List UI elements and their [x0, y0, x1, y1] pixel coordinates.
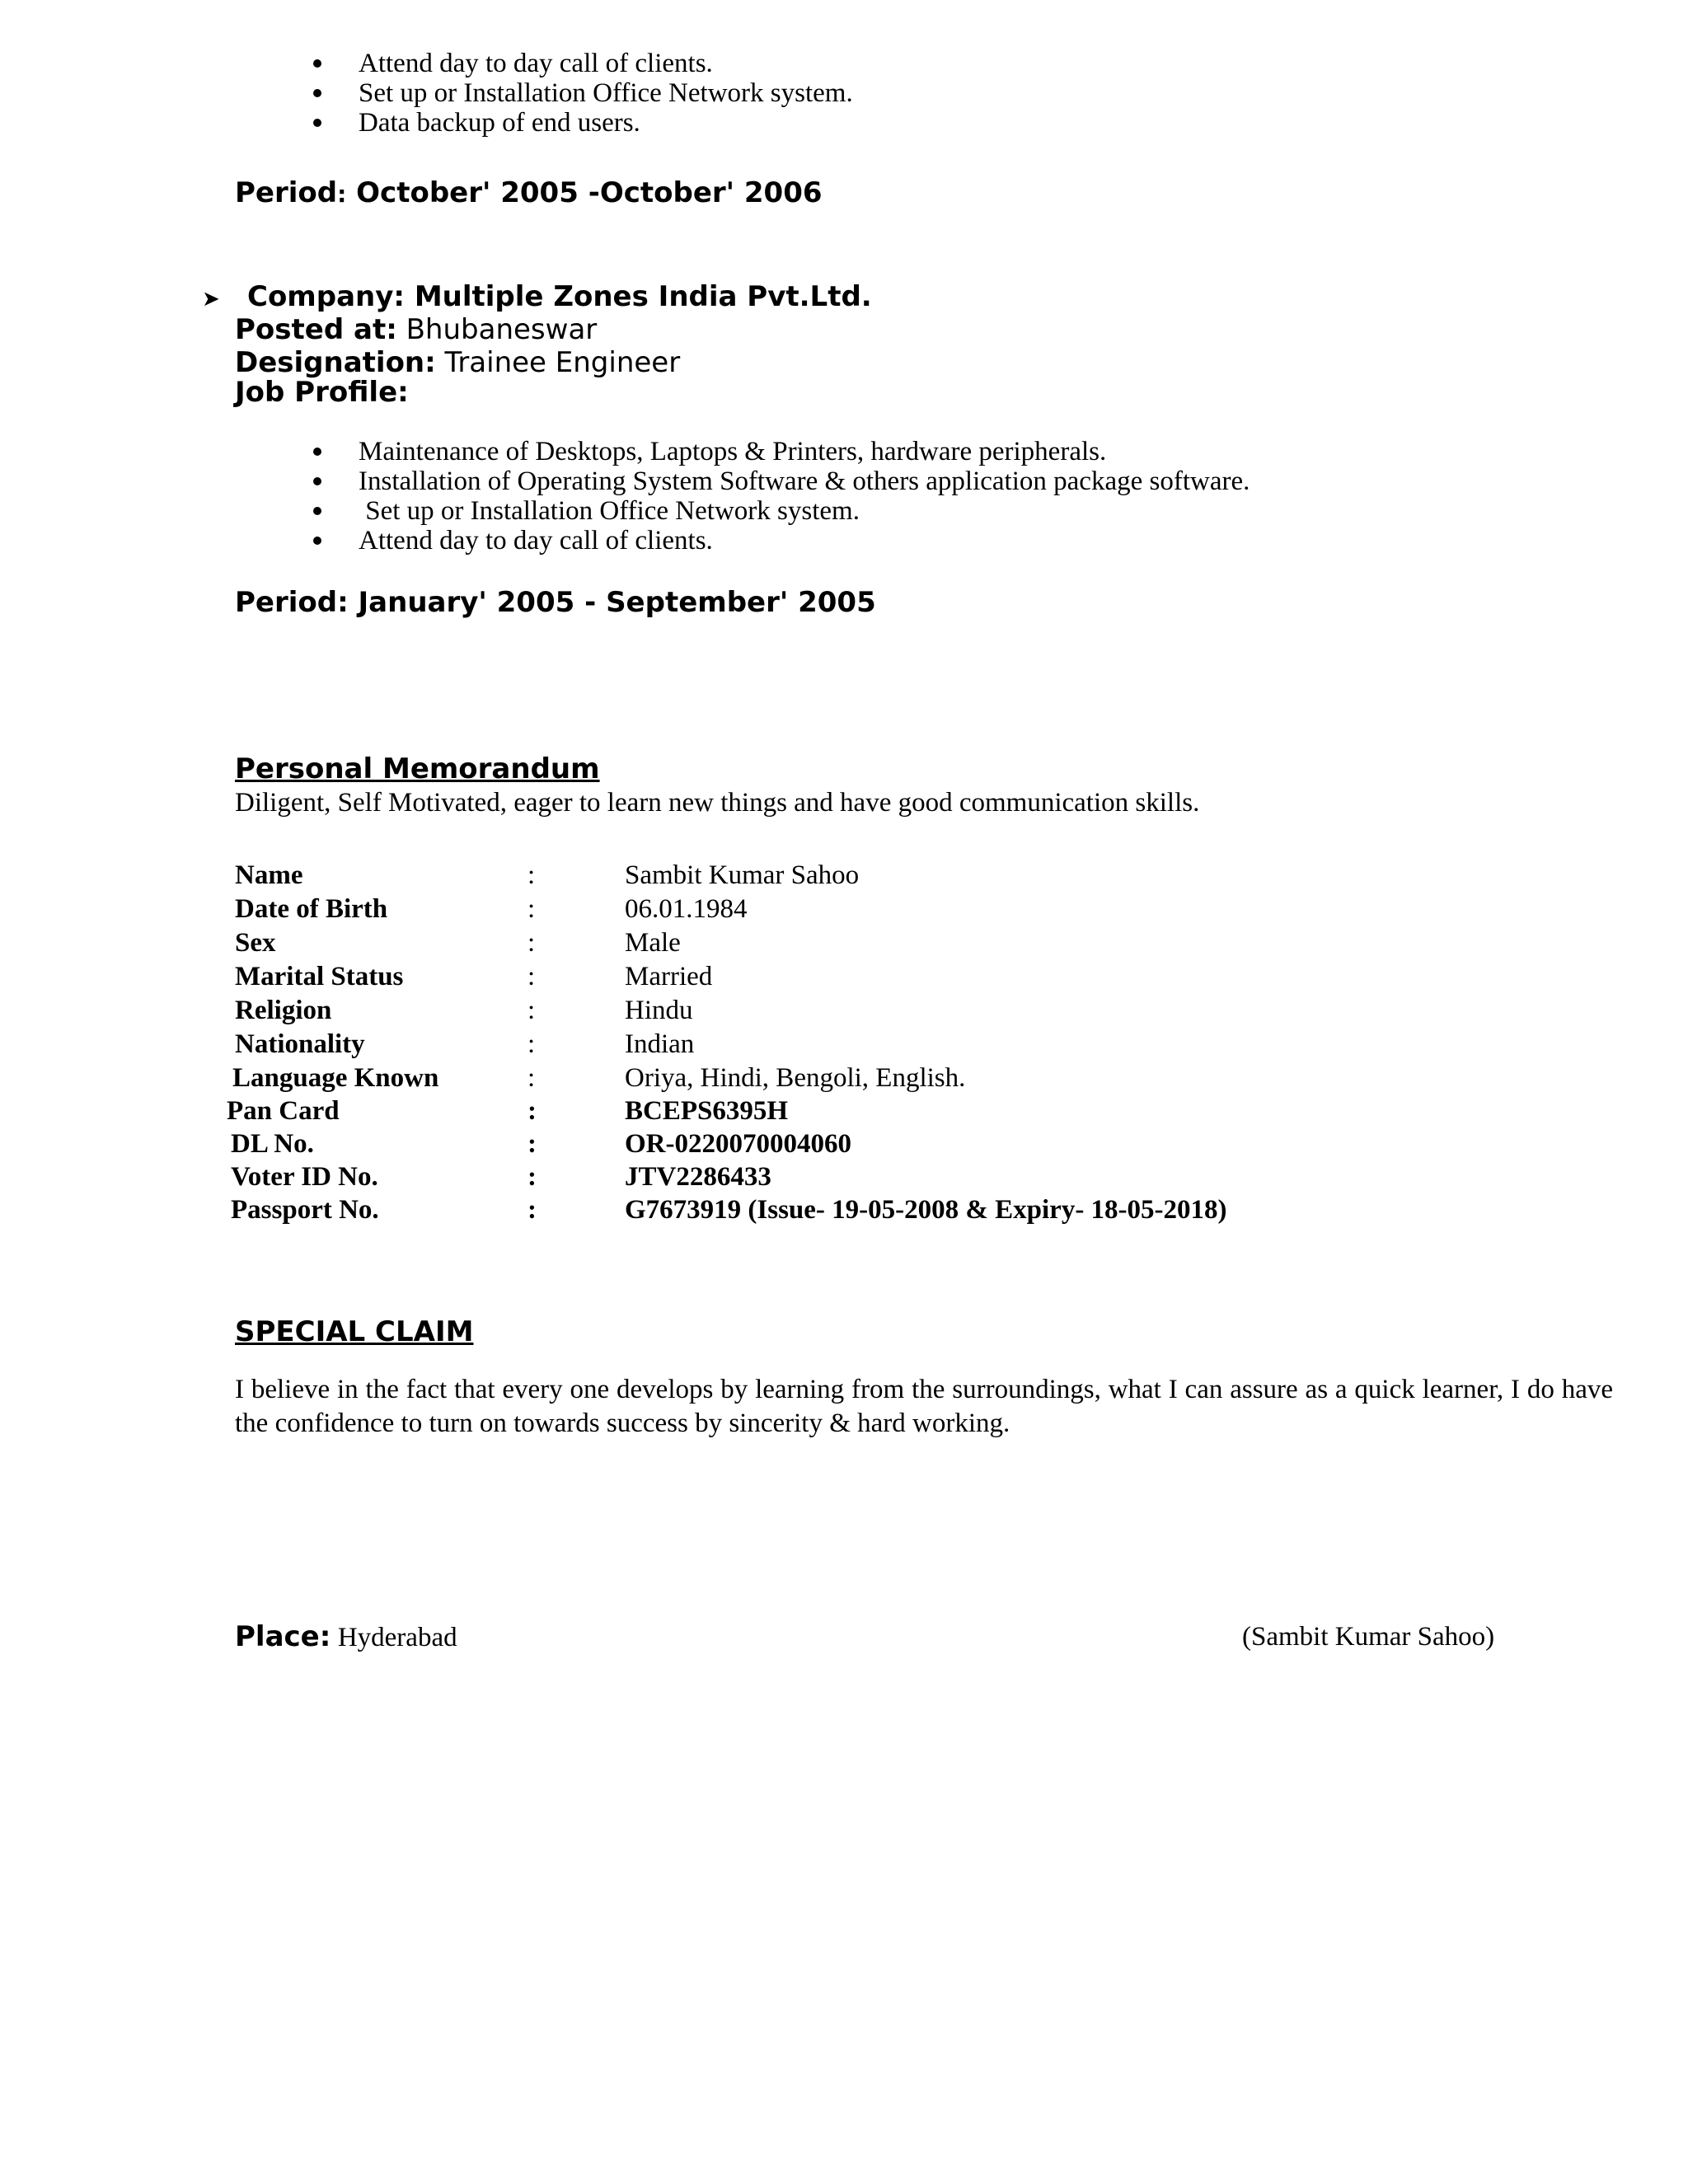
row-colon: :: [528, 1129, 537, 1159]
signature: (Sambit Kumar Sahoo): [1242, 1622, 1495, 1652]
list-item: Set up or Installation Office Network system.: [313, 78, 853, 108]
row-value: Sambit Kumar Sahoo: [625, 860, 860, 890]
list-item: Attend day to day call of clients.: [313, 526, 1250, 555]
row-colon: :: [528, 996, 536, 1025]
row-value: G7673919 (Issue- 19-05-2008 & Expiry- 18-05-2018): [625, 1195, 1227, 1225]
bullet-icon: [313, 119, 321, 127]
row-value: OR-0220070004060: [625, 1129, 851, 1159]
row-colon: :: [528, 894, 536, 924]
row-label: Name: [235, 860, 303, 890]
job2-job-profile-label: Job Profile:: [235, 376, 409, 409]
row-label: Religion: [235, 996, 332, 1025]
job1-duties-list: [313, 49, 853, 138]
row-label: Nationality: [235, 1029, 365, 1059]
row-colon: :: [528, 1162, 537, 1192]
row-value: Married: [625, 962, 713, 991]
job1-period: Period: October' 2005 -October' 2006: [235, 176, 823, 209]
job2-period: Period: January' 2005 - September' 2005: [235, 586, 876, 619]
row-value: Male: [625, 928, 681, 958]
job2-duties-list: [313, 437, 1250, 555]
row-label: DL No.: [231, 1129, 314, 1159]
bullet-icon: [313, 59, 321, 68]
row-label: Pan Card: [227, 1096, 340, 1126]
bullet-icon: [313, 448, 321, 456]
row-label: Marital Status: [235, 962, 404, 991]
row-label: Passport No.: [231, 1195, 379, 1225]
bullet-icon: [313, 89, 321, 97]
row-label: Language Known: [232, 1063, 439, 1093]
bullet-icon: [313, 537, 321, 545]
list-item: Set up or Installation Office Network system.: [313, 496, 1250, 526]
row-value: Oriya, Hindi, Bengoli, English.: [625, 1063, 966, 1093]
bullet-icon: [313, 507, 321, 515]
row-label: Date of Birth: [235, 894, 388, 924]
list-item: Installation of Operating System Software & others application package software.: [313, 466, 1250, 496]
row-value: 06.01.1984: [625, 894, 748, 924]
row-label: Sex: [235, 928, 276, 958]
place-line: Place: Hyderabad: [235, 1620, 457, 1653]
row-value: JTV2286433: [625, 1162, 771, 1192]
row-colon: :: [528, 928, 536, 958]
row-colon: :: [528, 1063, 536, 1093]
job2-posted-at: Posted at: Bhubaneswar: [235, 313, 598, 346]
personal-memorandum-heading: Personal Memorandum: [235, 752, 600, 785]
list-item: Data backup of end users.: [313, 108, 853, 138]
job2-designation: Designation: Trainee Engineer: [235, 346, 681, 379]
row-colon: :: [528, 1029, 536, 1059]
list-item: Maintenance of Desktops, Laptops & Printers, hardware peripherals.: [313, 437, 1250, 466]
list-item: Attend day to day call of clients.: [313, 49, 853, 78]
row-colon: :: [528, 1195, 537, 1225]
special-claim-text: I believe in the fact that every one develops by learning from the surroundings, what I can assure as a quick learner, I do have the confidence to turn on towards success by sincerity & hard working.: [235, 1375, 1613, 1438]
bullet-icon: [313, 477, 321, 485]
row-colon: :: [528, 1096, 537, 1126]
row-value: BCEPS6395H: [625, 1096, 789, 1126]
row-value: Indian: [625, 1029, 695, 1059]
personal-summary: Diligent, Self Motivated, eager to learn new things and have good communication skills.: [235, 788, 1200, 818]
row-value: Hindu: [625, 996, 693, 1025]
arrow-bullet-icon: ➤: [202, 287, 220, 312]
row-colon: :: [528, 860, 536, 890]
row-label: Voter ID No.: [231, 1162, 378, 1192]
row-colon: :: [528, 962, 536, 991]
job2-company: ➤ Company: Multiple Zones India Pvt.Ltd.: [202, 280, 872, 313]
special-claim-heading: SPECIAL CLAIM: [235, 1315, 474, 1348]
